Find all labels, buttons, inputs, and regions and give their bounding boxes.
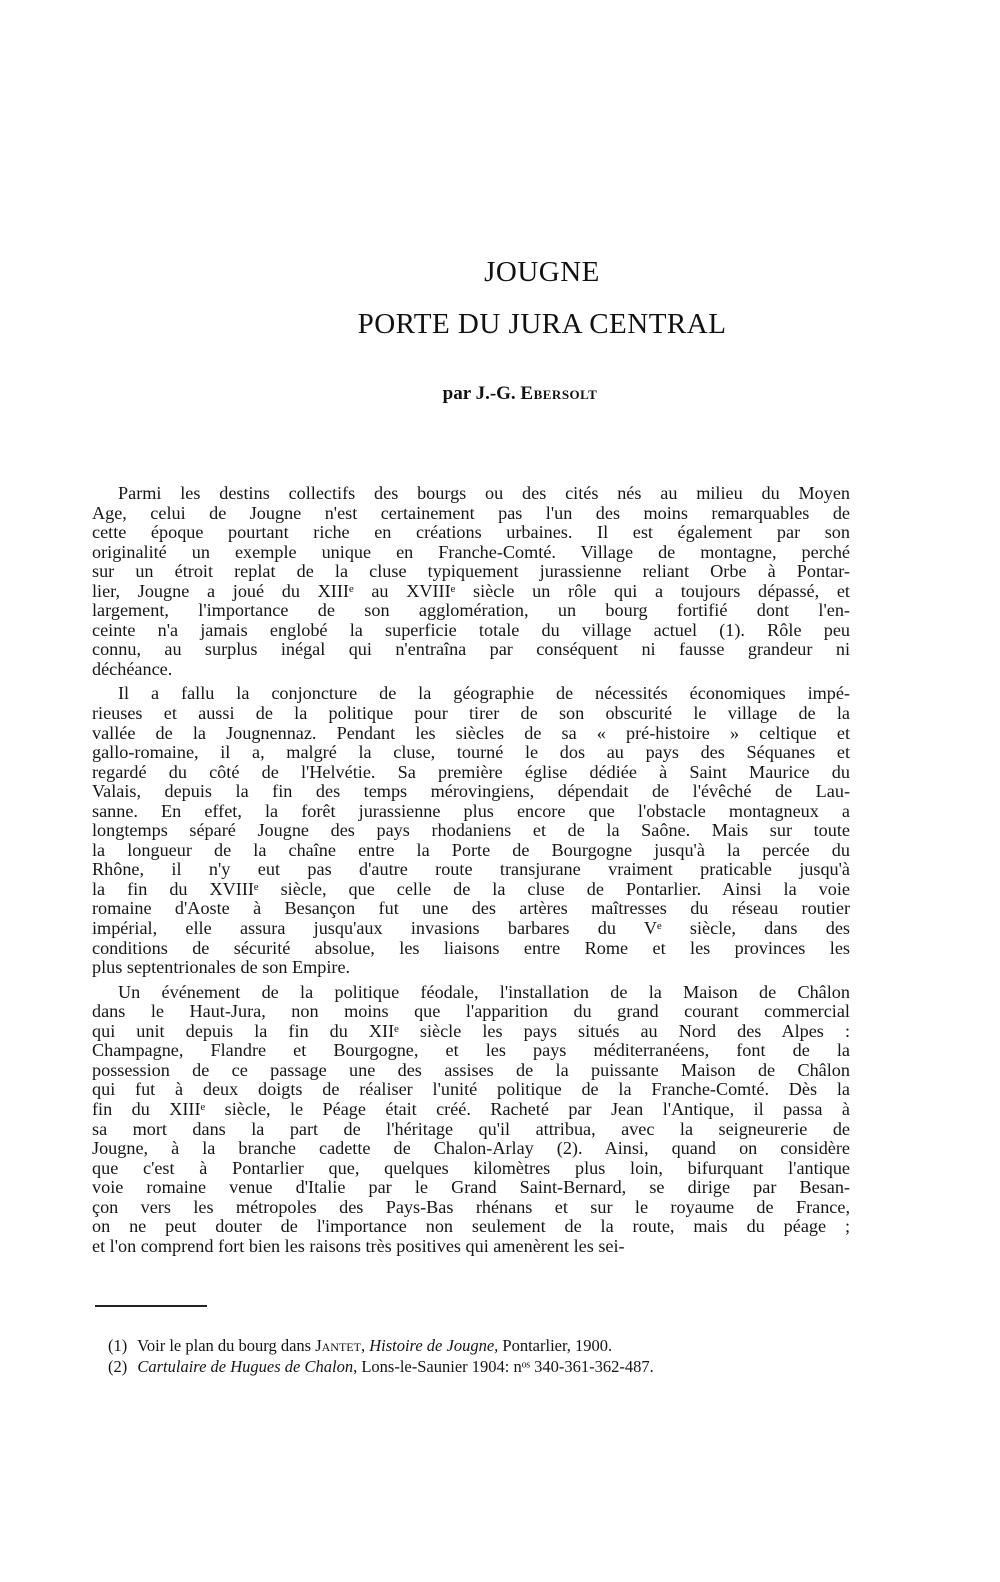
byline-prefix: par J.-G.: [442, 383, 516, 404]
text-line: qui unit depuis la fin du XIIᵉ siècle les pays situés au Nord des Alpes :: [92, 1020, 850, 1041]
footnote-author: Jantet,: [315, 1336, 366, 1355]
text-line: romaine d'Aoste à Besançon fut une des artères maîtresses du réseau routier: [92, 898, 850, 919]
text-line: Age, celui de Jougne n'est certainement pas l'un des moins remarquables de: [92, 502, 850, 523]
text-line: Valais, depuis la fin des temps mérovingiens, dépendait de l'évêché de Lau-: [92, 781, 850, 802]
text-line: la fin du XVIIIᵉ siècle, que celle de la cluse de Pontarlier. Ainsi la voie: [92, 878, 850, 899]
text-line: gallo-romaine, il a, malgré la cluse, tourné le dos au pays des Séquanes et: [92, 742, 850, 763]
text-line: longtemps séparé Jougne des pays rhodaniens et de la Saône. Mais sur toute: [92, 820, 850, 841]
text-line: çon vers les métropoles des Pays-Bas rhénans et sur le royaume de France,: [92, 1196, 850, 1217]
text-line: que c'est à Pontarlier que, quelques kilomètres plus loin, bifurquant l'antique: [92, 1157, 850, 1178]
text-line: sur un étroit replat de la cluse typiquement jurassienne reliant Orbe à Pontar-: [92, 561, 850, 582]
footnote-work-title: Cartulaire de Hugues de Chalon,: [137, 1357, 358, 1376]
footnote-work-title: Histoire de Jougne,: [369, 1336, 499, 1355]
footnote-publication: Lons-le-Saunier 1904: nᵒˢ 340-361-362-487.: [361, 1357, 654, 1376]
text-line: la longueur de la chaîne entre la Porte de Bourgogne jusqu'à la percée du: [92, 839, 850, 860]
author-name: Ebersolt: [520, 383, 598, 404]
text-line: largement, l'importance de son agglomération, un bourg fortifié dont l'en-: [92, 600, 850, 621]
footnote-number: (1): [108, 1336, 128, 1355]
article-subtitle: PORTE DU JURA CENTRAL: [357, 308, 727, 340]
text-line: Il a fallu la conjoncture de la géographie de nécessités économiques impé-: [118, 683, 850, 704]
text-line: impérial, elle assura jusqu'aux invasions barbares du Vᵉ siècle, dans des: [92, 918, 850, 939]
byline: [0, 383, 1000, 405]
text-line: Parmi les destins collectifs des bourgs ou des cités nés au milieu du Moyen: [118, 483, 850, 503]
text-line: Rhône, il n'y eut pas d'autre route transjurane vraiment praticable jusqu'à: [92, 859, 850, 880]
text-line: connu, au surplus inégal qui n'entraîna par conséquent ni fausse grandeur ni: [92, 639, 850, 660]
text-line: Champagne, Flandre et Bourgogne, et les pays méditerranéens, font de la: [92, 1040, 850, 1061]
footnote-2: [108, 1356, 828, 1377]
text-line: vallée de la Jougnennaz. Pendant les siècles de sa « pré-histoire » celtique et: [92, 722, 850, 743]
text-line: lier, Jougne a joué du XIIIᵉ au XVIIIᵉ siècle un rôle qui a toujours dépassé, et: [92, 580, 850, 601]
text-line: conditions de sécurité absolue, les liaisons entre Rome et les provinces les: [92, 937, 850, 958]
footnote-number: (2): [108, 1357, 128, 1376]
text-line: fin du XIIIᵉ siècle, le Péage était créé. Racheté par Jean l'Antique, il passa à: [92, 1098, 850, 1119]
text-line: regardé du côté de l'Helvétie. Sa première église dédiée à Saint Maurice du: [92, 761, 850, 782]
text-line: plus septentrionales de son Empire.: [92, 957, 351, 978]
text-line: sa mort dans la part de l'héritage qu'il attribua, avec la seigneurerie de: [92, 1118, 850, 1139]
article-title: JOUGNE: [484, 256, 600, 288]
text-line: originalité un exemple unique en Franche-Comté. Village de montagne, perché: [92, 541, 850, 562]
text-line: possession de ce passage une des assises de la puissante Maison de Châlon: [92, 1059, 850, 1080]
footnote-separator: [95, 1305, 207, 1307]
text-line: on ne peut douter de l'importance non seulement de la route, mais du péage ;: [92, 1216, 850, 1237]
text-line: cette époque pourtant riche en créations urbaines. Il est également par son: [92, 522, 850, 543]
footnote-text: Voir le plan du bourg dans: [137, 1336, 312, 1355]
footnote-publication: Pontarlier, 1900.: [502, 1336, 613, 1355]
footnote-1: [108, 1335, 828, 1356]
footnotes: [108, 1335, 828, 1377]
paragraph-1: [92, 484, 850, 679]
text-line: dans le Haut-Jura, non moins que l'apparition du grand courant commercial: [92, 1001, 850, 1022]
text-line: Jougne, à la branche cadette de Chalon-Arlay (2). Ainsi, quand on considère: [92, 1138, 850, 1159]
text-line: voie romaine venue d'Italie par le Grand Saint-Bernard, se dirige par Besan-: [92, 1177, 850, 1198]
text-line: qui fut à deux doigts de réaliser l'unité politique de la Franche-Comté. Dès la: [92, 1079, 850, 1100]
article-body: [92, 484, 850, 1261]
text-line: ceinte n'a jamais englobé la superficie totale du village actuel (1). Rôle peu: [92, 619, 850, 640]
text-line: et l'on comprend fort bien les raisons très positives qui amenèrent les sei-: [92, 1235, 625, 1256]
text-line: déchéance.: [92, 658, 173, 679]
text-line: rieuses et aussi de la politique pour tirer de son obscurité le village de la: [92, 703, 850, 724]
paragraph-3: [92, 983, 850, 1257]
text-line: Un événement de la politique féodale, l'installation de la Maison de Châlon: [118, 981, 850, 1002]
paragraph-2: [92, 684, 850, 977]
text-line: sanne. En effet, la forêt jurassienne plus encore que l'obstacle montagneux a: [92, 800, 850, 821]
